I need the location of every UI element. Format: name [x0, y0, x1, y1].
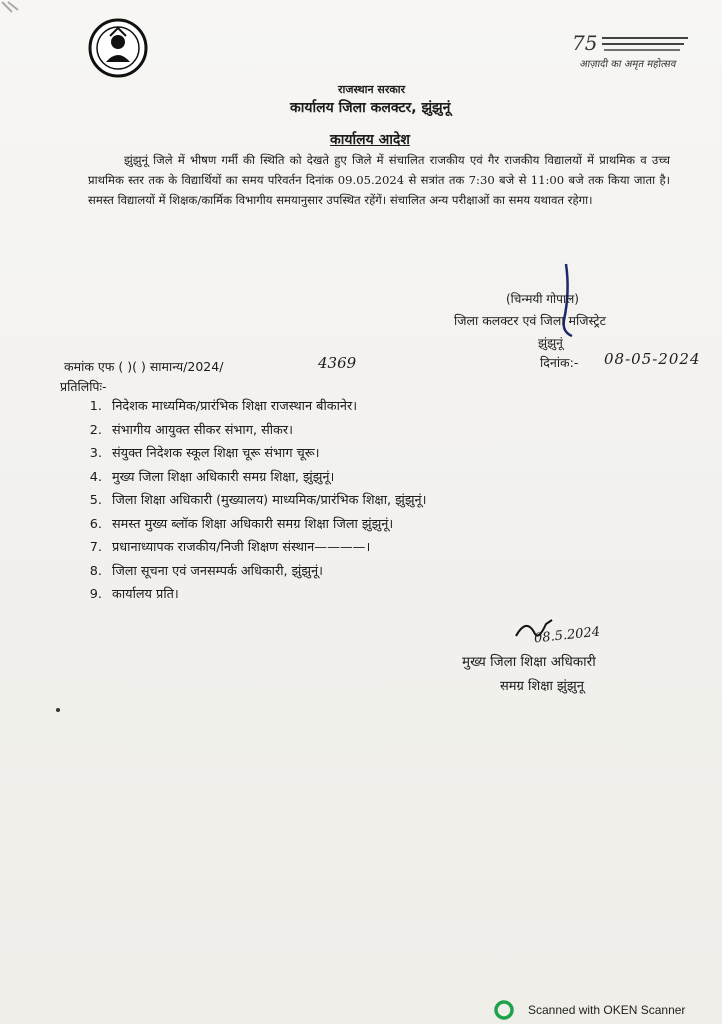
endorsement-subtitle: समग्र शिक्षा झुंझुनू — [500, 679, 584, 694]
list-item: 6. समस्त मुख्य ब्लॉक शिक्षा अधिकारी समग्र शिक्षा जिला झुंझुनूं। — [89, 516, 394, 532]
list-item: 1. निदेशक माध्यमिक/प्रारंभिक शिक्षा राजस्थान बीकानेर। — [89, 399, 358, 414]
list-item: 4. मुख्य जिला शिक्षा अधिकारी समग्र शिक्षा, झुंझुनूं। — [89, 469, 335, 485]
signatory-title: जिला कलक्टर एवं जिला मजिस्ट्रेट — [454, 313, 606, 328]
svg-text:75: 75 — [572, 31, 598, 55]
copy-to-list — [80, 396, 426, 608]
list-item: 8. जिला सूचना एवं जनसम्पर्क अधिकारी, झुंझुनूं। — [89, 563, 323, 579]
government-heading: राजस्थान सरकार — [338, 83, 406, 96]
copy-to-label: प्रतिलिपिः- — [60, 379, 107, 394]
scan-speck — [56, 708, 60, 712]
list-item: 5. जिला शिक्षा अधिकारी (मुख्यालय) माध्यमिक/प्रारंभिक शिक्षा, झुंझुनूं। — [89, 493, 427, 508]
order-body: झुंझुनूं जिले में भीषण गर्मी की स्थिति को देखते हुए जिले में संचालित राजकीय एवं गैर राजकीय विद्यालयों में प्राथमिक व उच्च प्राथमिक स्तर तक के विद्यार्थियों का समय परिवर्तन दिनांक 09.05.2024 से सत्रांत तक 7:30 बजे से 11:00 बजे तक किया जाता है। समस्त विद्यालयों में शिक्षक/कार्मिक विभागीय समयानुसार उपस्थित रहेंगें। संचालित अन्य परीक्षाओं का समय यथावत रहेगा। — [88, 153, 670, 207]
scanner-watermark — [494, 1000, 685, 1020]
logo-right-caption: आज़ादी का अमृत महोत्सव — [579, 59, 677, 70]
signatory-date-label: दिनांक:- — [540, 355, 579, 370]
government-emblem-icon — [88, 18, 148, 78]
corner-mark-icon — [0, 0, 28, 14]
endorsement-handwritten-date: 08.5.2024 — [533, 624, 601, 647]
azadi-amrit-mahotsav-logo-icon — [562, 30, 692, 80]
list-item: 7. प्रधानाध्यापक राजकीय/निजी शिक्षण संस्थान————। — [89, 540, 371, 555]
signatory-date-value: 08-05-2024 — [604, 350, 701, 368]
endorsement-title: मुख्य जिला शिक्षा अधिकारी — [462, 654, 596, 670]
office-heading: कार्यालय जिला कलक्टर, झुंझुनूं — [290, 100, 451, 116]
scanner-watermark-text: Scanned with OKEN Scanner — [528, 1003, 686, 1017]
order-title: कार्यालय आदेश — [330, 132, 410, 148]
list-item: 2. संभागीय आयुक्त सीकर संभाग, सीकर। — [89, 422, 293, 438]
list-item: 3. संयुक्त निदेशक स्कूल शिक्षा चूरू संभाग चूरू। — [89, 446, 320, 461]
list-item: 9. कार्यालय प्रति। — [89, 587, 179, 602]
reference-prefix: कमांक एफ ( )( ) सामान्य/2024/ — [64, 359, 224, 374]
oken-scanner-icon — [494, 1000, 514, 1020]
reference-number: 4369 — [318, 354, 357, 372]
signatory-place: झुंझुनूं — [538, 336, 563, 350]
signatory-name: (चिन्मयी गोपाल) — [506, 292, 579, 306]
